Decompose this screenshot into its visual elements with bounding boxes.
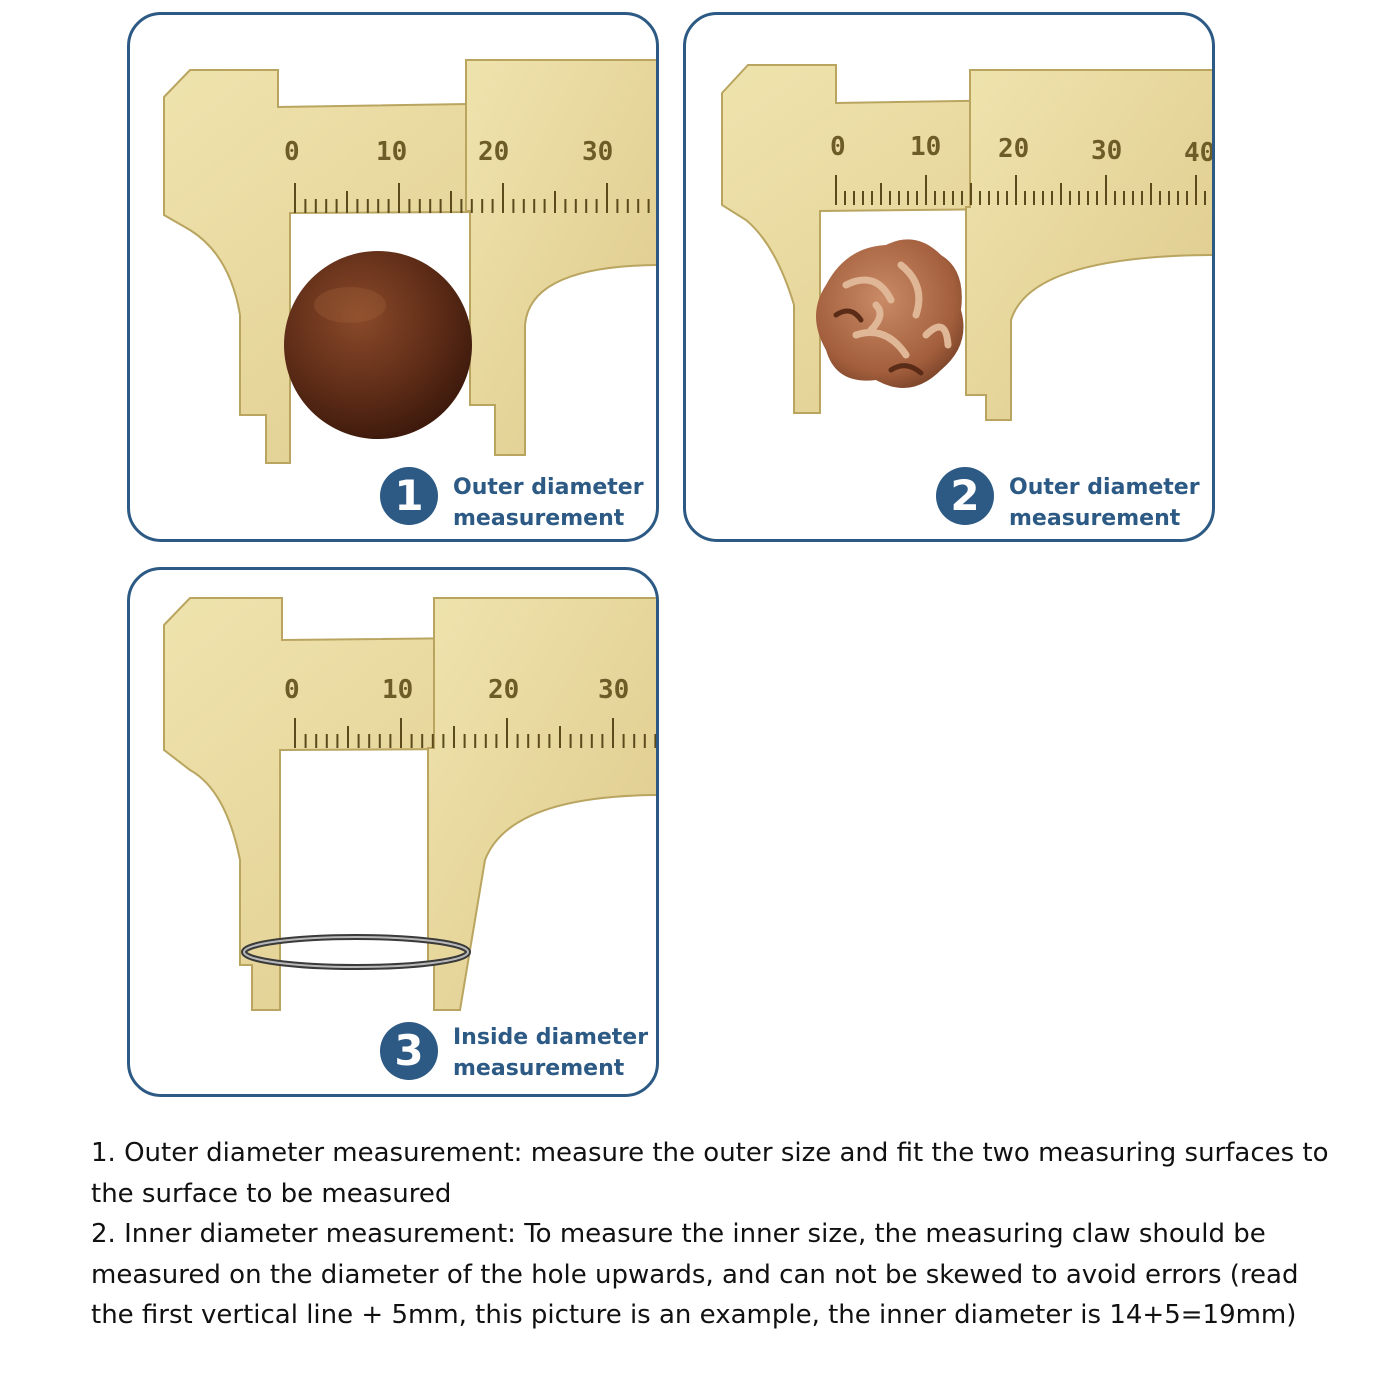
scale-label-10: 10	[382, 675, 414, 705]
scale-label-30: 30	[582, 137, 614, 167]
scale-label-0: 0	[284, 675, 300, 705]
instructions-text	[91, 1133, 1341, 1336]
step-number-badge: 3	[380, 1022, 438, 1080]
caliper-illustration	[686, 15, 1215, 542]
instruction-outer: 1. Outer diameter measurement: measure the outer size and fit the two measuring surfaces to the surface to be measured	[91, 1138, 1329, 1209]
step-caption	[453, 472, 644, 534]
scale-label-20: 20	[998, 134, 1030, 164]
step-caption	[1009, 472, 1200, 534]
step-caption-line1: Inside diameter	[453, 1025, 649, 1050]
step-caption	[453, 1022, 648, 1084]
instruction-inner: 2. Inner diameter measurement: To measure the inner size, the measuring claw should be measured on the diameter of the hole upwards, and can not be skewed to avoid errors (read the first vertical line + 5mm, this picture is an example, the inner diameter is 14+5=19mm)	[91, 1219, 1299, 1330]
scale-label-30: 30	[598, 675, 630, 705]
panel-inside-diameter	[127, 567, 659, 1097]
step-caption-line2: measurement	[453, 1056, 625, 1081]
step-caption-line2: measurement	[1009, 506, 1181, 531]
caliper-illustration	[130, 15, 659, 542]
scale-label-10: 10	[910, 132, 942, 162]
caliper-illustration	[130, 570, 659, 1097]
step-number-badge: 2	[936, 467, 994, 525]
step-caption-line1: Outer diameter	[453, 475, 644, 500]
scale-label-0: 0	[830, 132, 846, 162]
step-caption-line2: measurement	[453, 506, 625, 531]
caliper-sliding-jaw	[466, 60, 659, 455]
scale-label-10: 10	[376, 137, 408, 167]
rudraksha-bead-image	[816, 239, 964, 388]
panel-outer-diameter-1	[127, 12, 659, 542]
caliper-sliding-jaw	[966, 70, 1215, 420]
scale-label-0: 0	[284, 137, 300, 167]
step-caption-line1: Outer diameter	[1009, 475, 1200, 500]
scale-label-20: 20	[488, 675, 520, 705]
step-number-badge: 1	[380, 467, 438, 525]
scale-label-30: 30	[1091, 136, 1123, 166]
wooden-bead-image	[284, 251, 472, 439]
panel-outer-diameter-2	[683, 12, 1215, 542]
scale-label-20: 20	[478, 137, 510, 167]
scale-label-40: 40	[1184, 138, 1216, 168]
